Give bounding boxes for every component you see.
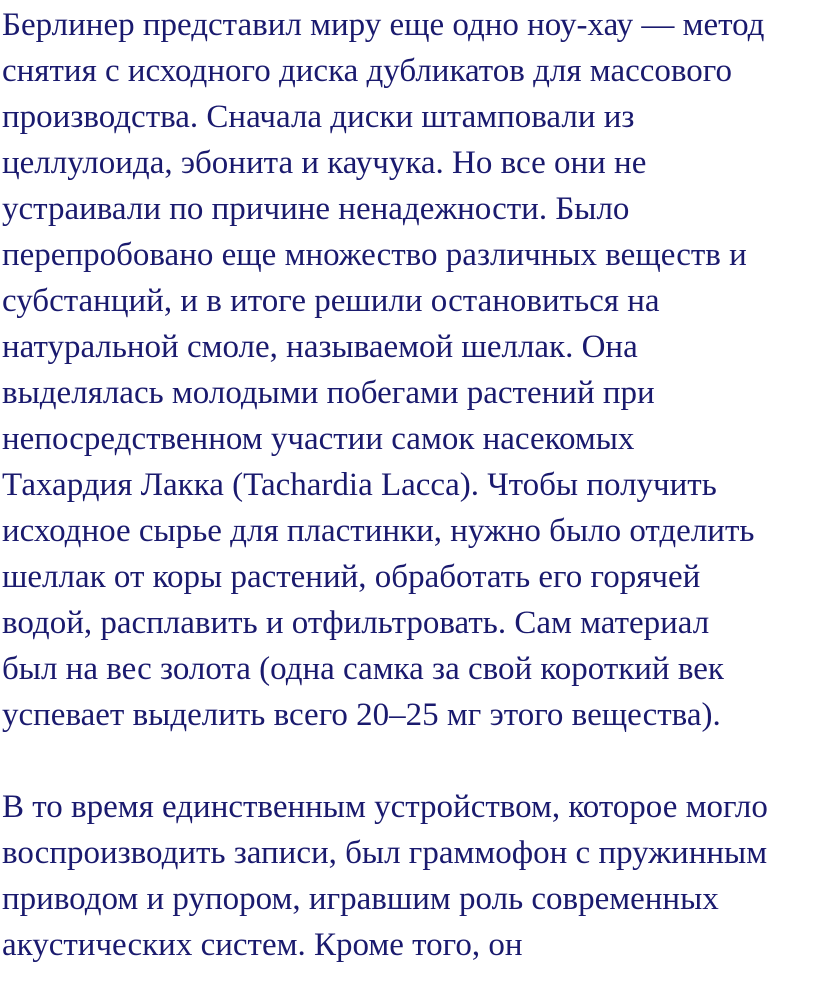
paragraph-1-line: Берлинер представил миру еще одно ноу-хау — метод [2, 7, 765, 43]
paragraph-1-line: натуральной смоле, называемой шеллак. Она [2, 329, 638, 365]
paragraph-1-line: целлулоида, эбонита и каучука. Но все они не [2, 145, 647, 181]
paragraph-1-line: снятия с исходного диска дубликатов для массового [2, 53, 732, 89]
paragraph-1-line: Тахардия Лакка (Tachardia Lacca). Чтобы получить [2, 467, 717, 503]
paragraph-1-line: выделялась молодыми побегами растений при [2, 375, 655, 411]
paragraph-2-line: приводом и рупором, игравшим роль современных [2, 881, 719, 917]
paragraph-2-line: воспроизводить записи, был граммофон с пружинным [2, 835, 768, 871]
paragraph-1-line: субстанций, и в итоге решили остановиться на [2, 283, 660, 319]
paragraph-1-line: был на вес золота (одна самка за свой короткий век [2, 651, 724, 687]
paragraph-1 [2, 2, 764, 738]
paragraph-2 [2, 784, 768, 968]
paragraph-1-line: исходное сырье для пластинки, нужно было отделить [2, 513, 755, 549]
paragraph-1-line: устраивали по причине ненадежности. Было [2, 191, 630, 227]
paragraph-1-line: успевает выделить всего 20–25 мг этого вещества). [2, 697, 721, 733]
paragraph-1-line: производства. Сначала диски штамповали из [2, 99, 635, 135]
paragraph-2-line: акустических систем. Кроме того, он [2, 927, 523, 963]
paragraph-2-line: В то время единственным устройством, которое могло [2, 789, 768, 825]
paragraph-1-line: шеллак от коры растений, обработать его горячей [2, 559, 701, 595]
paragraph-1-line: перепробовано еще множество различных веществ и [2, 237, 747, 273]
paragraph-1-line: непосредственном участии самок насекомых [2, 421, 635, 457]
paragraph-1-line: водой, расплавить и отфильтровать. Сам материал [2, 605, 710, 641]
